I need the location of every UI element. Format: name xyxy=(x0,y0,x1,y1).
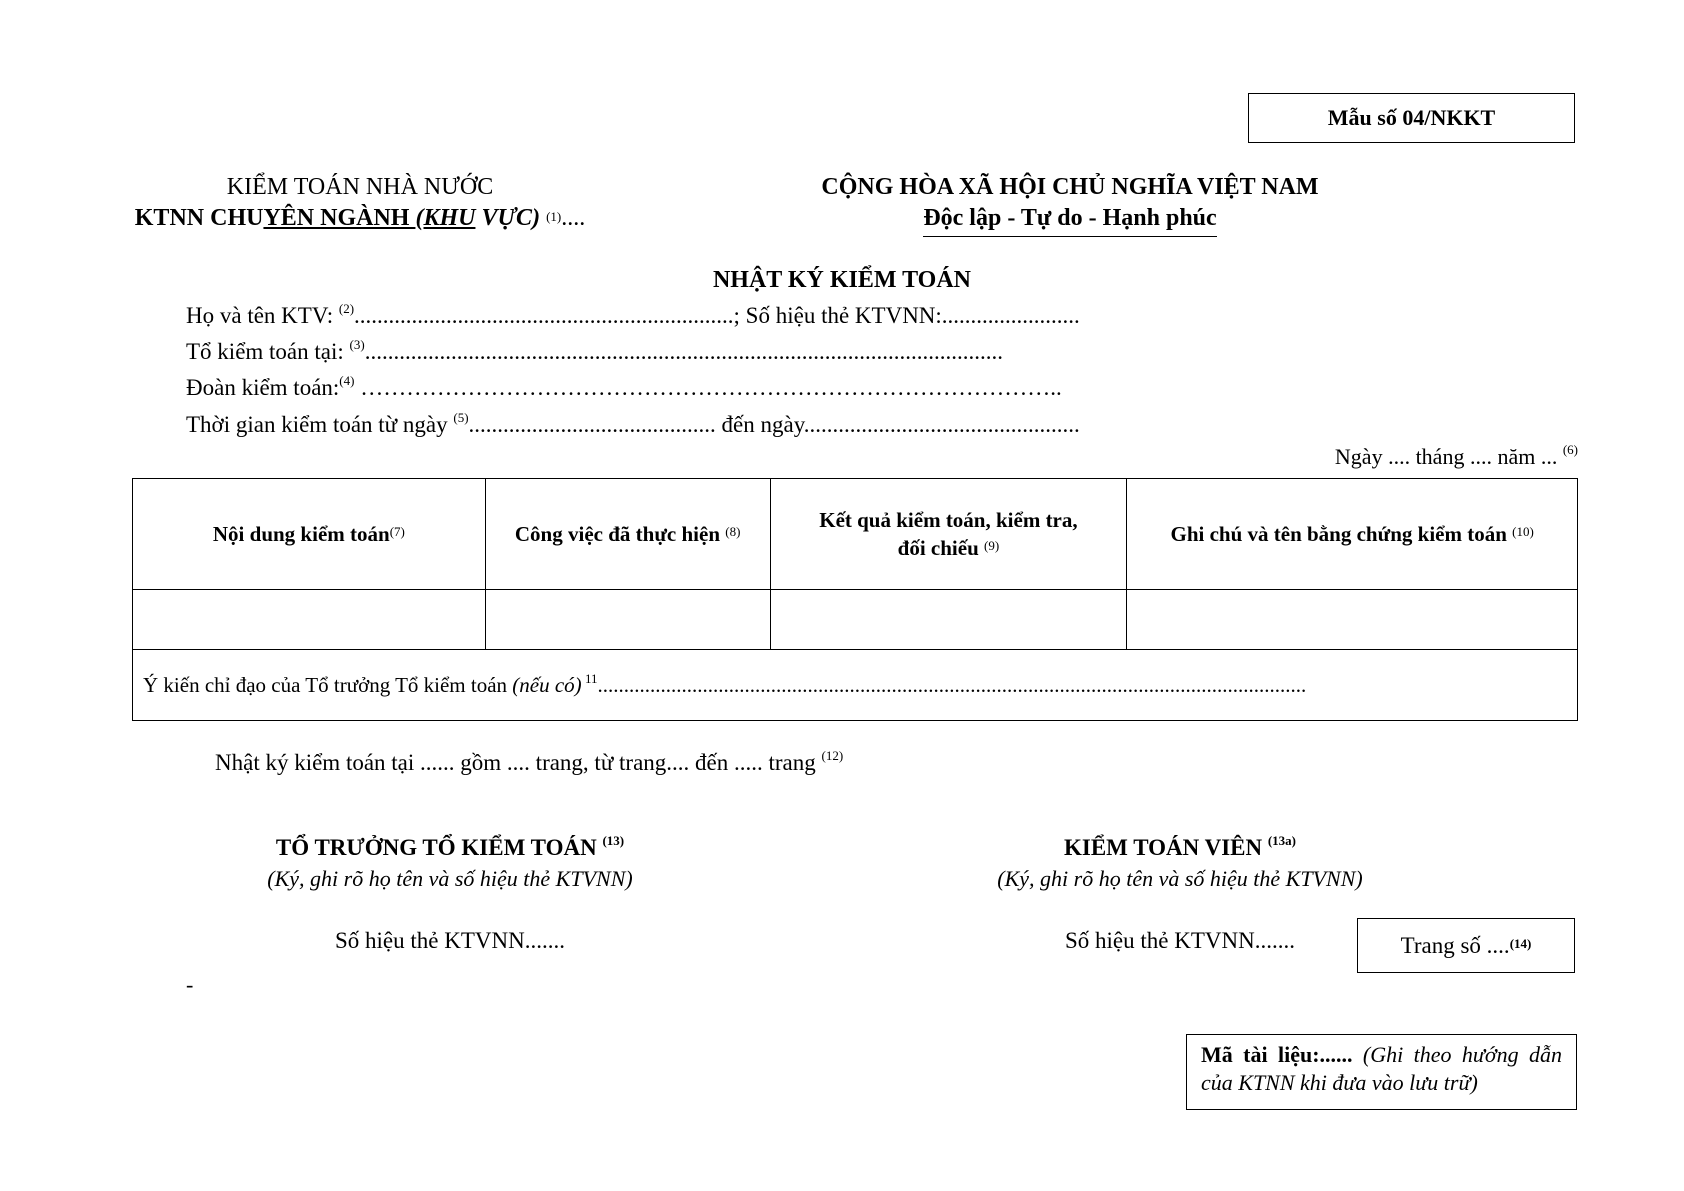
footnote-ref: (6) xyxy=(1562,442,1578,457)
pages-line xyxy=(215,750,843,776)
header-label: Công việc đã thực hiện xyxy=(514,522,726,546)
opinion-cell[interactable] xyxy=(133,650,1578,721)
footnote-ref: (8) xyxy=(725,524,741,539)
header-label: Nội dung kiểm toán xyxy=(212,522,390,546)
footnote-ref: (3) xyxy=(349,337,365,352)
field-blank: ..................................................................; Số hiệu thẻ KTVNN:........................ xyxy=(354,303,1080,328)
agency-header xyxy=(100,172,620,234)
national-header xyxy=(780,172,1360,237)
table-cell[interactable] xyxy=(485,590,770,650)
agency-line2 xyxy=(100,203,620,234)
table-cell[interactable] xyxy=(133,590,486,650)
signature-note: (Ký, ghi rõ họ tên và số hiệu thẻ KTVNN) xyxy=(267,866,633,891)
agency-line2-italic: VỰC) xyxy=(475,205,541,231)
date-text: Ngày .... tháng .... năm ... xyxy=(1334,444,1563,469)
signature-note: (Ký, ghi rõ họ tên và số hiệu thẻ KTVNN) xyxy=(997,866,1363,891)
agency-line2-tail: .... xyxy=(561,205,586,231)
agency-line2-part: KTNN CHU xyxy=(134,205,264,231)
header-work-done xyxy=(485,479,770,590)
auditor-card-number: Số hiệu thẻ KTVNN....... xyxy=(1065,928,1295,953)
field-label: Đoàn kiểm toán: xyxy=(186,375,340,400)
footnote-ref: (1) xyxy=(546,209,562,224)
header-label: Ghi chú và tên bằng chứng kiểm toán xyxy=(1170,522,1513,546)
team-field xyxy=(186,339,1003,365)
national-motto: Độc lập - Tự do - Hạnh phúc xyxy=(923,203,1216,237)
agency-line1: KIỂM TOÁN NHÀ NƯỚC xyxy=(226,174,494,200)
delegation-field xyxy=(186,375,1062,401)
form-code-box xyxy=(1248,93,1575,143)
team-leader-signature xyxy=(190,835,710,892)
footnote-ref: (7) xyxy=(389,524,405,539)
opinion-italic: (nếu có) xyxy=(512,672,582,697)
field-blank: ............................................................................................................... xyxy=(364,339,1003,364)
field-label: Tổ kiểm toán tại: xyxy=(186,339,350,364)
header-audit-result xyxy=(770,479,1127,590)
footnote-ref: (10) xyxy=(1512,524,1534,539)
header-notes-evidence xyxy=(1127,479,1578,590)
footnote-ref: (13a) xyxy=(1267,833,1297,848)
footnote-ref: (9) xyxy=(984,538,1000,553)
table-header-row xyxy=(133,479,1578,590)
footnote-ref: 11 xyxy=(581,670,598,686)
field-blank: ……………………………………………………………………………….. xyxy=(354,375,1062,400)
footnote-ref: (5) xyxy=(453,410,469,425)
footnote-ref: (13) xyxy=(602,833,625,848)
page-number-box xyxy=(1357,918,1575,973)
agency-line2-italic: (KHU xyxy=(415,205,476,231)
form-code: Mẫu số 04/NKKT xyxy=(1327,105,1496,130)
header-audit-content xyxy=(133,479,486,590)
footnote-ref: (4) xyxy=(339,373,355,388)
document-title: NHẬT KÝ KIỂM TOÁN xyxy=(712,267,972,293)
footnote-ref: (14) xyxy=(1509,935,1532,951)
agency-line2-part: YÊN NGÀNH xyxy=(263,205,416,231)
document-code-note: (Ghi theo hướng dẫn của KTNN khi đưa vào lưu trữ) xyxy=(1201,1042,1562,1095)
footnote-ref: (12) xyxy=(821,748,844,763)
table-row xyxy=(133,590,1578,650)
dash-mark: - xyxy=(186,972,194,997)
document-code-box xyxy=(1186,1034,1577,1110)
document-code-label: Mã tài liệu:...... xyxy=(1201,1042,1353,1067)
signature-title: KIỂM TOÁN VIÊN xyxy=(1063,835,1268,860)
table-cell[interactable] xyxy=(1127,590,1578,650)
auditor-signature xyxy=(920,835,1440,892)
table-cell[interactable] xyxy=(770,590,1127,650)
footnote-ref: (2) xyxy=(338,301,355,316)
opinion-label: Ý kiến chỉ đạo của Tổ trưởng Tổ kiểm toán xyxy=(143,672,513,697)
opinion-row xyxy=(133,650,1578,721)
field-blank: ........................................... đến ngày................................................ xyxy=(468,412,1080,437)
opinion-blank: ....................................................................................................................................... xyxy=(597,672,1307,697)
header-label: đối chiếu xyxy=(897,536,985,560)
signature-title: TỔ TRƯỞNG TỔ KIỂM TOÁN xyxy=(275,835,603,860)
header-label: Kết quả kiểm toán, kiểm tra, xyxy=(819,508,1078,532)
team-leader-card-number: Số hiệu thẻ KTVNN....... xyxy=(335,928,565,953)
field-label: Thời gian kiểm toán từ ngày xyxy=(186,412,454,437)
page-number-text: Trang số .... xyxy=(1400,932,1510,958)
auditor-field xyxy=(186,303,1080,329)
agency-line2-underlined xyxy=(263,205,475,231)
national-line1: CỘNG HÒA XÃ HỘI CHỦ NGHĨA VIỆT NAM xyxy=(821,174,1319,200)
date-line xyxy=(1335,444,1578,470)
pages-text: Nhật ký kiểm toán tại ...... gồm .... trang, từ trang.... đến ..... trang xyxy=(215,750,822,775)
period-field xyxy=(186,412,1080,438)
audit-log-table xyxy=(132,478,1578,721)
field-label: Họ và tên KTV: xyxy=(186,303,339,328)
